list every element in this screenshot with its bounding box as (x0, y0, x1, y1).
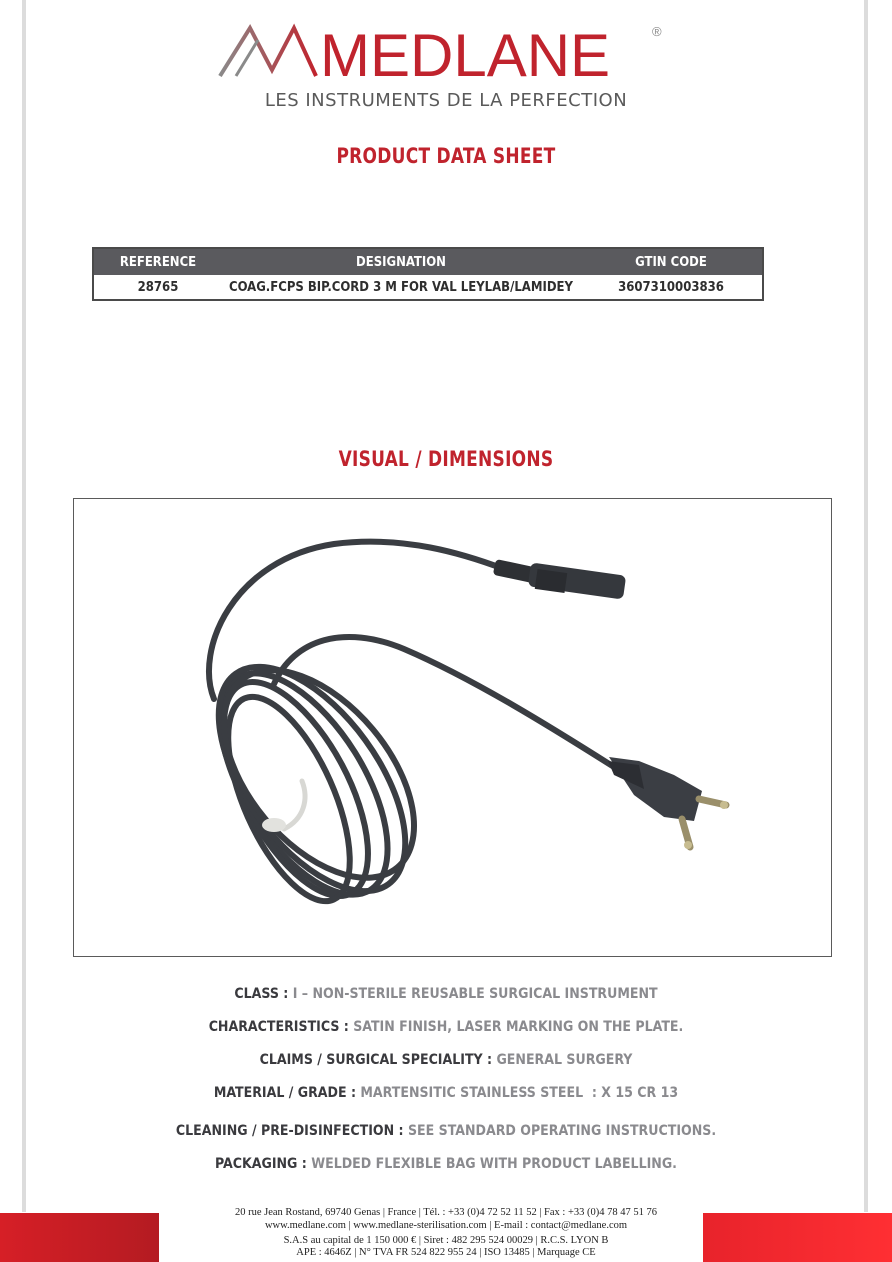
product-data-sheet-title: PRODUCT DATA SHEET (336, 144, 556, 168)
spec-claims-label: CLAIMS / SURGICAL SPECIALITY : (259, 1052, 497, 1068)
spec-class (0, 986, 892, 1002)
header-gtin-code: GTIN CODE (635, 254, 707, 270)
spec-packaging-label: PACKAGING : (215, 1156, 312, 1172)
spec-material (0, 1085, 892, 1101)
spec-material-label: MATERIAL / GRADE : (213, 1085, 361, 1101)
cell-designation: COAG.FCPS BIP.CORD 3 M FOR VAL LEYLAB/LAMIDEY (228, 279, 574, 295)
spec-cleaning (0, 1123, 892, 1139)
spec-claims (0, 1052, 892, 1068)
spec-characteristics (0, 1019, 892, 1035)
brand-tagline: LES INSTRUMENTS DE LA PERFECTION (264, 90, 628, 111)
footer-company-info: S.A.S au capital de 1 150 000 € | Siret : 482 295 524 00029 | R.C.S. LYON B (283, 1235, 609, 1246)
table-header-row (94, 249, 762, 275)
footer-address: 20 rue Jean Rostand, 69740 Genas | France | Tél. : +33 (0)4 72 52 11 52 | Fax : +33 (0)4 78 47 51 76 (234, 1207, 658, 1218)
table-row (94, 275, 762, 299)
medlane-logo-graphic (216, 18, 676, 84)
spec-characteristics-value: SATIN FINISH, LASER MARKING ON THE PLATE. (353, 1019, 684, 1035)
brand-wordmark: MEDLANE (320, 22, 611, 84)
product-photo-frame (73, 498, 832, 957)
header-reference: REFERENCE (119, 254, 197, 270)
spec-cleaning-value: SEE STANDARD OPERATING INSTRUCTIONS. (407, 1123, 717, 1139)
spec-class-label: CLASS : (234, 986, 293, 1002)
brand-logo (0, 18, 892, 84)
reference-table (92, 247, 764, 301)
bipolar-cord-image (74, 499, 830, 955)
cell-reference: 28765 (137, 279, 179, 295)
footer-registration: APE : 4646Z | N° TVA FR 524 822 955 24 | ISO 13485 | Marquage CE (296, 1247, 596, 1258)
spec-packaging (0, 1156, 892, 1172)
spec-material-value: MARTENSITIC STAINLESS STEEL : X 15 CR 13 (360, 1085, 679, 1101)
visual-dimensions-title: VISUAL / DIMENSIONS (338, 447, 554, 471)
spec-cleaning-label: CLEANING / PRE-DISINFECTION : (175, 1123, 408, 1139)
spec-claims-value: GENERAL SURGERY (496, 1052, 633, 1068)
footer-web-email: www.medlane.com | www.medlane-sterilisation.com | E-mail : contact@medlane.com (264, 1220, 628, 1231)
header-designation: DESIGNATION (356, 254, 446, 270)
registered-mark: ® (652, 24, 662, 39)
spec-class-value: I – NON-STERILE REUSABLE SURGICAL INSTRUMENT (292, 986, 658, 1002)
spec-characteristics-label: CHARACTERISTICS : (208, 1019, 354, 1035)
spec-packaging-value: WELDED FLEXIBLE BAG WITH PRODUCT LABELLING. (311, 1156, 677, 1172)
cell-gtin-code: 3607310003836 (618, 279, 724, 295)
